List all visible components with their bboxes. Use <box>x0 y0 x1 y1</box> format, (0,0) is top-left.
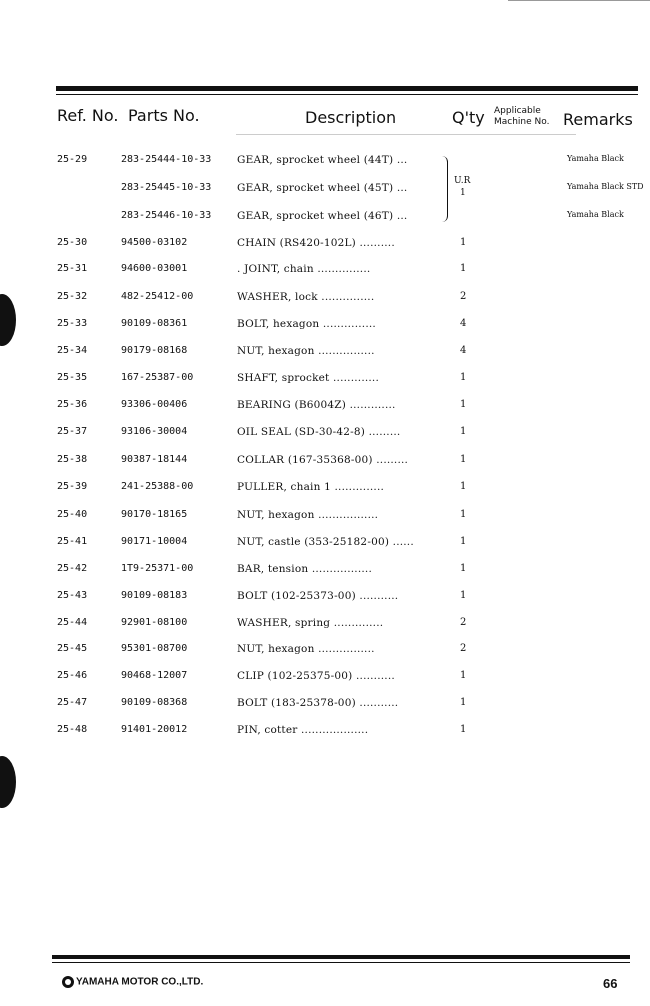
description: BOLT (102-25373-00) ........... <box>237 590 399 602</box>
quantity: 1 <box>460 590 467 601</box>
ref-no: 25-30 <box>57 237 88 248</box>
part-no: 283-25444-10-33 <box>121 154 212 165</box>
ref-no: 25-44 <box>57 617 88 628</box>
quantity: 1 <box>460 263 467 274</box>
ref-no: 25-46 <box>57 670 88 681</box>
ref-no: 25-32 <box>57 291 88 302</box>
group-qty-line1: U.R <box>454 176 471 186</box>
quantity: 1 <box>460 724 467 735</box>
ref-no: 25-37 <box>57 426 88 437</box>
quantity: 1 <box>460 372 467 383</box>
col-applicable-line1: Applicable <box>494 106 541 116</box>
part-no: 167-25387-00 <box>121 372 194 383</box>
part-no: 90109-08361 <box>121 318 188 329</box>
col-parts-no: Parts No. <box>128 106 200 125</box>
ref-no: 25-40 <box>57 509 88 520</box>
table-row <box>0 643 650 663</box>
description: BOLT, hexagon ............... <box>237 318 376 330</box>
quantity: 1 <box>460 399 467 410</box>
part-no: 93306-00406 <box>121 399 188 410</box>
table-row <box>0 481 650 501</box>
company-logo <box>62 976 203 988</box>
part-no: 241-25388-00 <box>121 481 194 492</box>
description: CHAIN (RS420-102L) .......... <box>237 237 395 249</box>
description: GEAR, sprocket wheel (46T) ... <box>237 210 408 222</box>
quantity: 4 <box>460 345 467 356</box>
page-number: 66 <box>603 976 618 991</box>
description: NUT, hexagon ................. <box>237 509 379 521</box>
quantity: 1 <box>460 536 467 547</box>
table-row <box>0 697 650 717</box>
ref-no: 25-45 <box>57 643 88 654</box>
company-name: YAMAHA MOTOR CO.,LTD. <box>76 976 204 988</box>
group-brace <box>441 156 448 222</box>
description: BOLT (183-25378-00) ........... <box>237 697 399 709</box>
col-description: Description <box>305 108 397 127</box>
description: PULLER, chain 1 .............. <box>237 481 385 493</box>
description: GEAR, sprocket wheel (45T) ... <box>237 182 408 194</box>
table-row <box>0 399 650 419</box>
col-qty: Q'ty <box>452 108 485 127</box>
part-no: 93106-30004 <box>121 426 188 437</box>
remarks: Yamaha Black <box>567 154 624 163</box>
quantity: 1 <box>460 237 467 248</box>
ref-no: 25-29 <box>57 154 88 165</box>
table-row <box>0 454 650 474</box>
col-applicable-line2: Machine No. <box>494 117 550 127</box>
remarks: Yamaha Black <box>567 210 624 219</box>
description: NUT, hexagon ................ <box>237 345 375 357</box>
quantity: 2 <box>460 291 467 302</box>
table-row <box>0 182 650 202</box>
header-underline <box>236 134 576 135</box>
ref-no: 25-33 <box>57 318 88 329</box>
quantity: 2 <box>460 643 467 654</box>
description: . JOINT, chain ............... <box>237 263 371 275</box>
table-row <box>0 670 650 690</box>
col-remarks: Remarks <box>563 110 633 129</box>
part-no: 90468-12007 <box>121 670 188 681</box>
part-no: 94600-03001 <box>121 263 188 274</box>
part-no: 92901-08100 <box>121 617 188 628</box>
description: NUT, hexagon ................ <box>237 643 375 655</box>
group-qty-line2: 1 <box>460 188 466 198</box>
table-row <box>0 563 650 583</box>
description: CLIP (102-25375-00) ........... <box>237 670 395 682</box>
part-no: 90387-18144 <box>121 454 188 465</box>
col-ref-no: Ref. No. <box>57 106 119 125</box>
header-rule-thick <box>56 86 638 91</box>
ref-no: 25-47 <box>57 697 88 708</box>
part-no: 95301-08700 <box>121 643 188 654</box>
table-row <box>0 724 650 744</box>
ref-no: 25-31 <box>57 263 88 274</box>
description: PIN, cotter ................... <box>237 724 369 736</box>
part-no: 482-25412-00 <box>121 291 194 302</box>
top-edge-line <box>508 0 650 1</box>
table-row <box>0 426 650 446</box>
description: OIL SEAL (SD-30-42-8) ......... <box>237 426 401 438</box>
quantity: 1 <box>460 563 467 574</box>
part-no: 91401-20012 <box>121 724 188 735</box>
ref-no: 25-48 <box>57 724 88 735</box>
part-no: 90109-08183 <box>121 590 188 601</box>
ref-no: 25-43 <box>57 590 88 601</box>
remarks: Yamaha Black STD <box>567 182 644 191</box>
quantity: 1 <box>460 697 467 708</box>
part-no: 283-25446-10-33 <box>121 210 212 221</box>
part-no: 94500-03102 <box>121 237 188 248</box>
description: COLLAR (167-35368-00) ......... <box>237 454 409 466</box>
footer-rule-thin <box>52 962 630 963</box>
quantity: 1 <box>460 481 467 492</box>
ref-no: 25-34 <box>57 345 88 356</box>
quantity: 1 <box>460 670 467 681</box>
part-no: 283-25445-10-33 <box>121 182 212 193</box>
description: BAR, tension ................. <box>237 563 372 575</box>
part-no: 90170-18165 <box>121 509 188 520</box>
table-row <box>0 617 650 637</box>
quantity: 1 <box>460 509 467 520</box>
description: WASHER, lock ............... <box>237 291 375 303</box>
table-row <box>0 372 650 392</box>
table-row <box>0 291 650 311</box>
table-row <box>0 263 650 283</box>
quantity: 1 <box>460 426 467 437</box>
yamaha-tuning-fork-icon <box>62 976 74 988</box>
header-rule-thin <box>56 94 638 95</box>
description: GEAR, sprocket wheel (44T) ... <box>237 154 408 166</box>
part-no: 90179-08168 <box>121 345 188 356</box>
description: NUT, castle (353-25182-00) ...... <box>237 536 414 548</box>
table-row <box>0 345 650 365</box>
ref-no: 25-39 <box>57 481 88 492</box>
ref-no: 25-36 <box>57 399 88 410</box>
description: BEARING (B6004Z) ............. <box>237 399 396 411</box>
part-no: 90171-10004 <box>121 536 188 547</box>
table-row <box>0 536 650 556</box>
part-no: 90109-08368 <box>121 697 188 708</box>
quantity: 2 <box>460 617 467 628</box>
binder-hole-lower <box>0 756 16 808</box>
ref-no: 25-38 <box>57 454 88 465</box>
ref-no: 25-35 <box>57 372 88 383</box>
table-row <box>0 154 650 174</box>
description: WASHER, spring .............. <box>237 617 384 629</box>
quantity: 1 <box>460 454 467 465</box>
table-row <box>0 590 650 610</box>
table-row <box>0 318 650 338</box>
table-row <box>0 237 650 257</box>
ref-no: 25-41 <box>57 536 88 547</box>
ref-no: 25-42 <box>57 563 88 574</box>
description: SHAFT, sprocket ............. <box>237 372 380 384</box>
table-row <box>0 210 650 230</box>
quantity: 4 <box>460 318 467 329</box>
part-no: 1T9-25371-00 <box>121 563 194 574</box>
footer-rule-thick <box>52 955 630 959</box>
table-row <box>0 509 650 529</box>
